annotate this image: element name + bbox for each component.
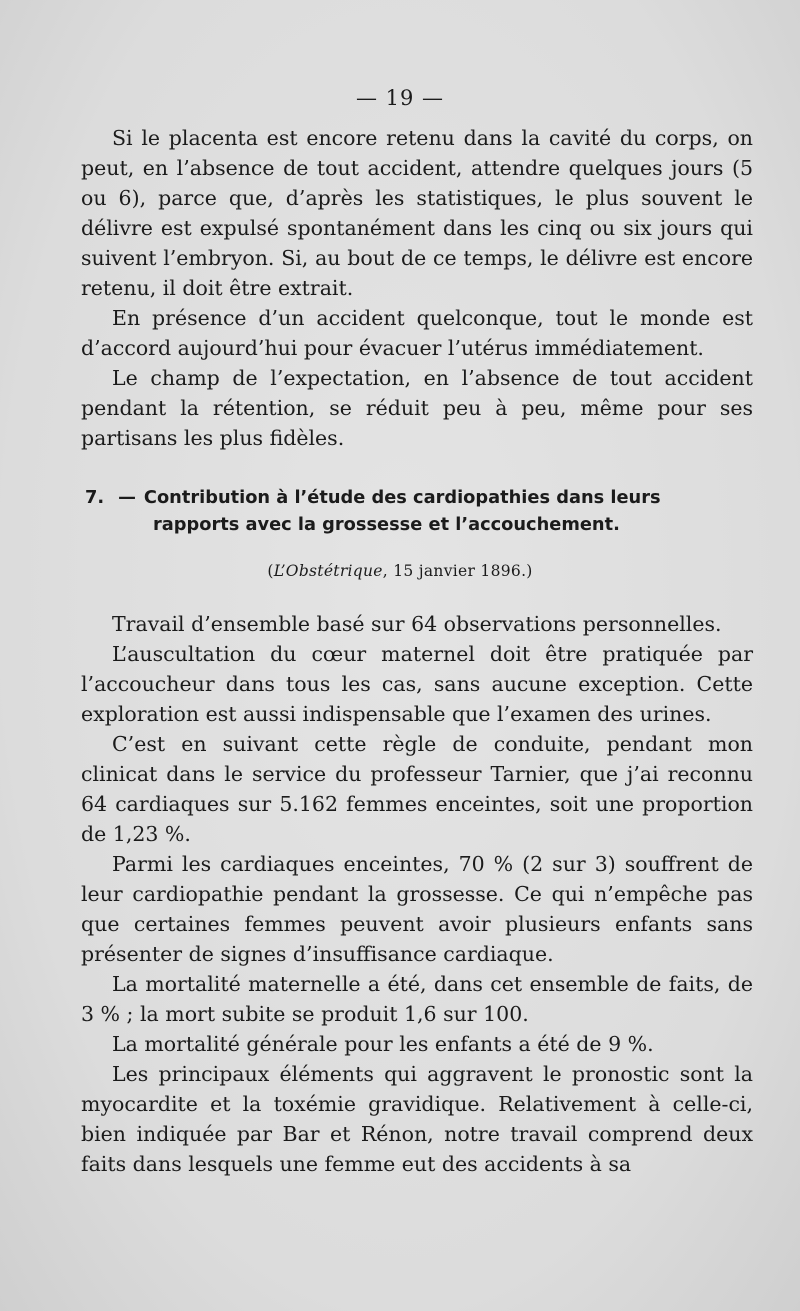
- citation: (L’Obstétrique, 15 janvier 1896.): [267, 562, 533, 580]
- paragraph: La mortalité maternelle a été, dans cet ensemble de faits, de 3 % ; la mort subite se produit 1,6 sur 100.: [81, 972, 753, 1026]
- paragraph: C’est en suivant cette règle de conduite, pendant mon clinicat dans le service du professeur Tarnier, que j’ai reconnu 64 cardiaques sur 5.162 femmes enceintes, soit une proportion de 1,23 %.: [81, 732, 753, 846]
- citation-journal: L’Obstétrique: [273, 562, 383, 580]
- section-heading: [81, 484, 751, 538]
- section-title-line2: rapports avec la grossesse et l’accouchement.: [153, 514, 620, 535]
- page-number: — 19 —: [355, 86, 445, 110]
- text-block-after: [81, 609, 753, 1179]
- section-dash: —: [118, 487, 136, 508]
- citation-date: , 15 janvier 1896.: [382, 562, 527, 580]
- paragraph: Si le placenta est encore retenu dans la cavité du corps, on peut, en l’absence de tout accident, attendre quelques jours (5 ou 6), parce que, d’après les statistiques, le plus souvent le délivre est expulsé spontanément dans les cinq ou six jours qui suivent l’embryon. Si, au bout de ce temps, le délivre est encore retenu, il doit être extrait.: [81, 126, 753, 300]
- section-number: 7.: [85, 487, 105, 508]
- paragraph: Le champ de l’expectation, en l’absence de tout accident pendant la rétention, se réduit peu à peu, même pour ses partisans les plus fidèles.: [81, 366, 753, 450]
- section-title-line1: Contribution à l’étude des cardiopathies dans leurs: [143, 487, 661, 508]
- paragraph: Travail d’ensemble basé sur 64 observations personnelles.: [112, 612, 722, 636]
- paragraph: Parmi les cardiaques enceintes, 70 % (2 sur 3) souffrent de leur cardiopathie pendant la grossesse. Ce qui n’empêche pas que certaines femmes peuvent avoir plusieurs enfants sans présenter de signes d’insuffisance cardiaque.: [81, 852, 753, 966]
- text-block-before: [81, 123, 753, 453]
- paragraph: Les principaux éléments qui aggravent le pronostic sont la myocardite et la toxémie gravidique. Relativement à celle-ci, bien indiquée par Bar et Rénon, notre travail comprend deux faits dans lesquels une femme eut des accidents à sa: [81, 1062, 753, 1176]
- paragraph: En présence d’un accident quelconque, tout le monde est d’accord aujourd’hui pour évacuer l’utérus immédiatement.: [81, 306, 753, 360]
- paragraph: La mortalité générale pour les enfants a été de 9 %.: [112, 1032, 654, 1056]
- paragraph: L’auscultation du cœur maternel doit être pratiquée par l’accoucheur dans tous les cas, sans aucune exception. Cette exploration est aussi indispensable que l’examen des urines.: [81, 642, 753, 726]
